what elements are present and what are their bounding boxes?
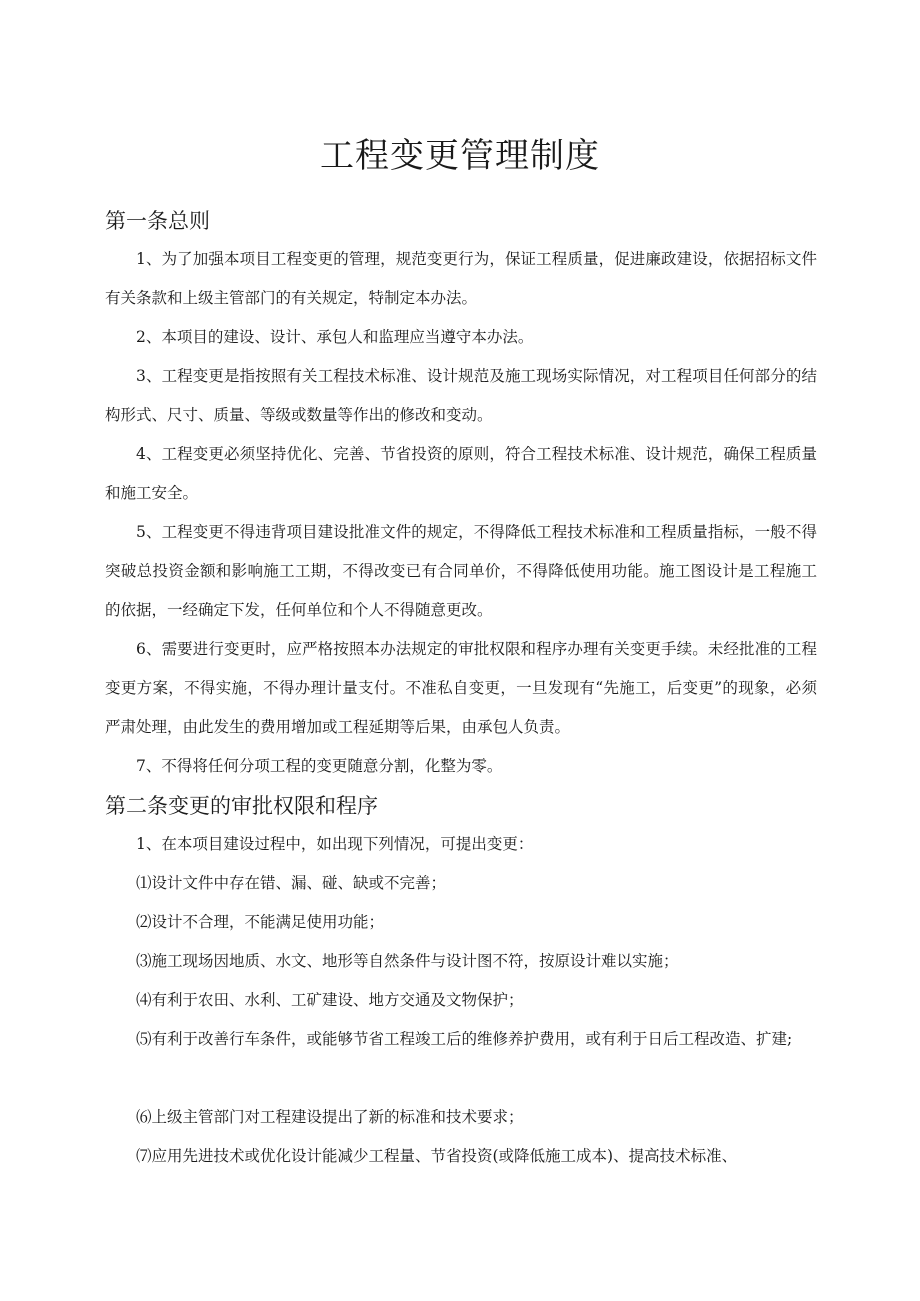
list-item: ⑸有利于改善行车条件，或能够节省工程竣工后的维修养护费用，或有利于日后工程改造、扩建;: [136, 1030, 793, 1048]
paragraph-5: 5、工程变更不得违背项目建设批准文件的规定，不得降低工程技术标准和工程质量指标，一般不得突破总投资金额和影响施工工期，不得改变已有合同单价，不得降低使用功能。施工图设计是工程施工的依据，一经确定下发，任何单位和个人不得随意更改。: [105, 523, 817, 619]
list-item: ⑴设计文件中存在错、漏、碰、缺或不完善；: [136, 874, 447, 892]
paragraph-1: 1、为了加强本项目工程变更的管理，规范变更行为，保证工程质量，促进廉政建设，依据招标文件有关条款和上级主管部门的有关规定，特制定本办法。: [105, 250, 817, 307]
paragraph-6: 6、需要进行变更时，应严格按照本办法规定的审批权限和程序办理有关变更手续。未经批准的工程变更方案，不得实施，不得办理计量支付。不准私自变更，一旦发现有“先施工，后变更”的现象，必须严肃处理，由此发生的费用增加或工程延期等后果，由承包人负责。: [105, 640, 817, 736]
list-item: ⑹上级主管部门对工程建设提出了新的标准和技术要求；: [136, 1108, 524, 1126]
document-title: 工程变更管理制度: [320, 136, 600, 176]
paragraph-2: 2、本项目的建设、设计、承包人和监理应当遵守本办法。: [136, 328, 534, 346]
section-heading-approval: 第二条变更的审批权限和程序: [105, 794, 378, 818]
approval-intro: 1、在本项目建设过程中，如出现下列情况，可提出变更：: [136, 835, 534, 853]
paragraph-3: 3、工程变更是指按照有关工程技术标准、设计规范及施工现场实际情况，对工程项目任何部分的结构形式、尺寸、质量、等级或数量等作出的修改和变动。: [105, 367, 817, 424]
paragraph-7: 7、不得将任何分项工程的变更随意分割，化整为零。: [136, 757, 503, 775]
list-item: ⑵设计不合理，不能满足使用功能；: [136, 913, 385, 931]
section-heading-general: 第一条总则: [105, 209, 210, 233]
list-item: ⑺应用先进技术或优化设计能减少工程量、节省投资(或降低施工成本)、提高技术标准、: [136, 1147, 738, 1165]
paragraph-4: 4、工程变更必须坚持优化、完善、节省投资的原则，符合工程技术标准、设计规范，确保工程质量和施工安全。: [105, 445, 817, 502]
list-item: ⑶施工现场因地质、水文、地形等自然条件与设计图不符，按原设计难以实施；: [136, 952, 679, 970]
list-item: ⑷有利于农田、水利、工矿建设、地方交通及文物保护；: [136, 991, 524, 1009]
